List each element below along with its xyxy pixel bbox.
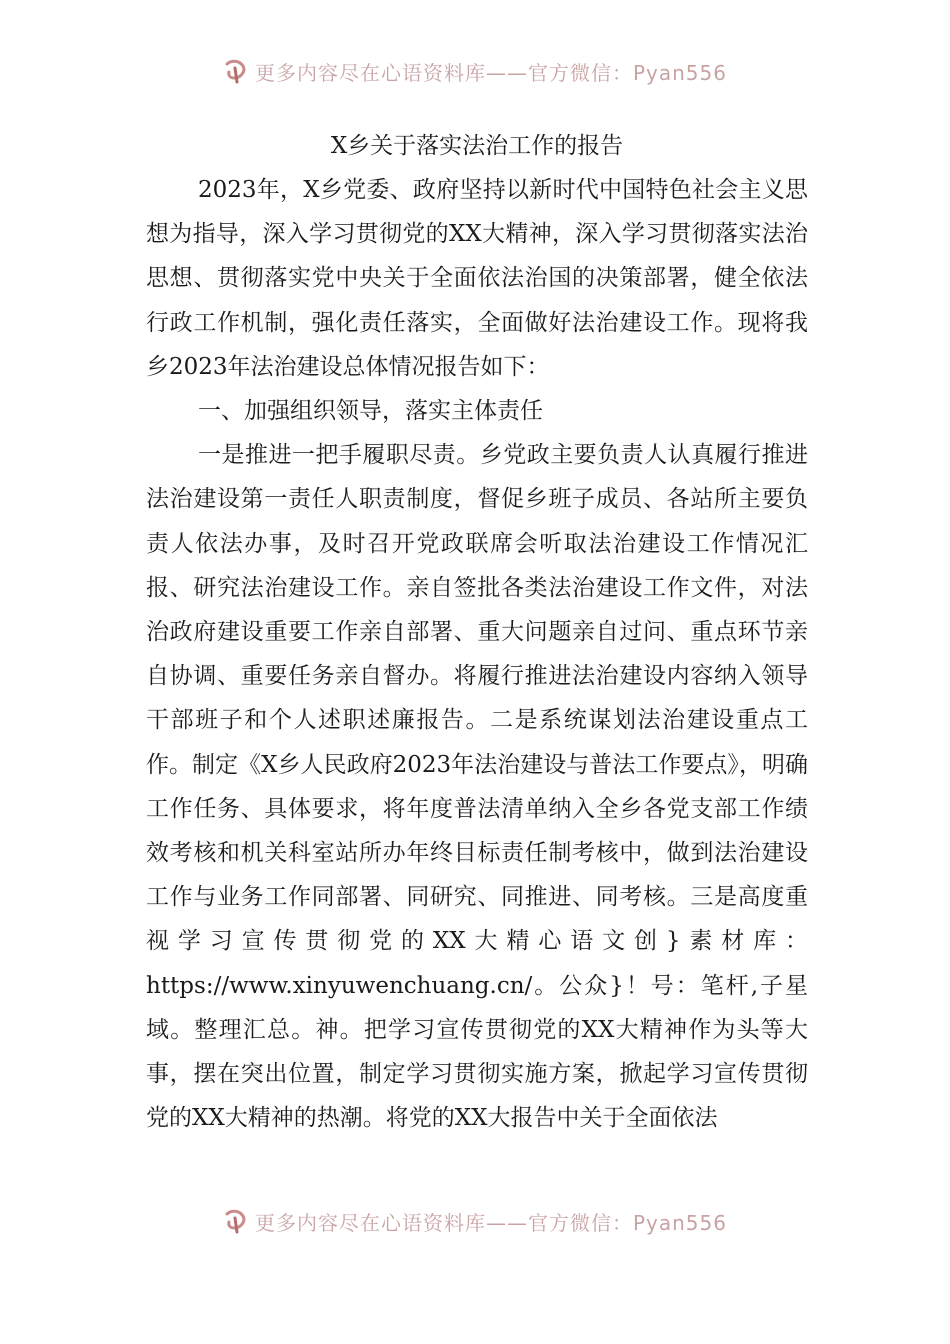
watermark-header — [0, 55, 950, 87]
watermark-footer — [0, 1205, 950, 1237]
document-body — [146, 124, 808, 1140]
body-paragraph: 一是推进一把手履职尽责。乡党政主要负责人认真履行推进法治建设第一责任人职责制度，督促乡班子成员、各站所主要负责人依法办事，及时召开党政联席会听取法治建设工作情况汇报、研究法治建设工作。亲自签批各类法治建设工作文件，对法治政府建设重要工作亲自部署、重大问题亲自过问、重点环节亲自协调、重要任务亲自督办。将履行推进法治建设内容纳入领导干部班子和个人述职述廉报告。二是系统谋划法治建设重点工作。制定《X乡人民政府2023年法治建设与普法工作要点》，明确工作任务、具体要求，将年度普法清单纳入全乡各党支部工作绩效考核和机关科室站所办年终目标责任制考核中，做到法治建设工作与业务工作同部署、同研究、同推进、同考核。三是高度重视学习宣传贯彻党的XX大精心语文创}素材库：https://www.xinyuwenchuang.cn/。公众}！号：笔杆,子星域。整理汇总。神。把学习宣传贯彻党的XX大精神作为头等大事，摆在突出位置，制定学习贯彻实施方案，掀起学习宣传贯彻党的XX大精神的热潮。将党的XX大报告中关于全面依法 — [146, 442, 808, 1132]
intro-paragraph: 2023年，X乡党委、政府坚持以新时代中国特色社会主义思想为指导，深入学习贯彻党的XX大精神，深入学习贯彻落实法治思想、贯彻落实党中央关于全面依法治国的决策部署，健全依法行政工作机制，强化责任落实，全面做好法治建设工作。现将我乡2023年法治建设总体情况报告如下： — [146, 177, 808, 380]
document-title: X乡关于落实法治工作的报告 — [330, 133, 624, 159]
section-heading: 一、加强组织领导，落实主体责任 — [198, 398, 543, 425]
watermark-logo-icon — [223, 1208, 249, 1234]
watermark-text: 更多内容尽在心语资料库——官方微信：Pyan556 — [254, 60, 727, 85]
watermark-text: 更多内容尽在心语资料库——官方微信：Pyan556 — [254, 1210, 727, 1235]
watermark-logo-icon — [223, 58, 249, 84]
